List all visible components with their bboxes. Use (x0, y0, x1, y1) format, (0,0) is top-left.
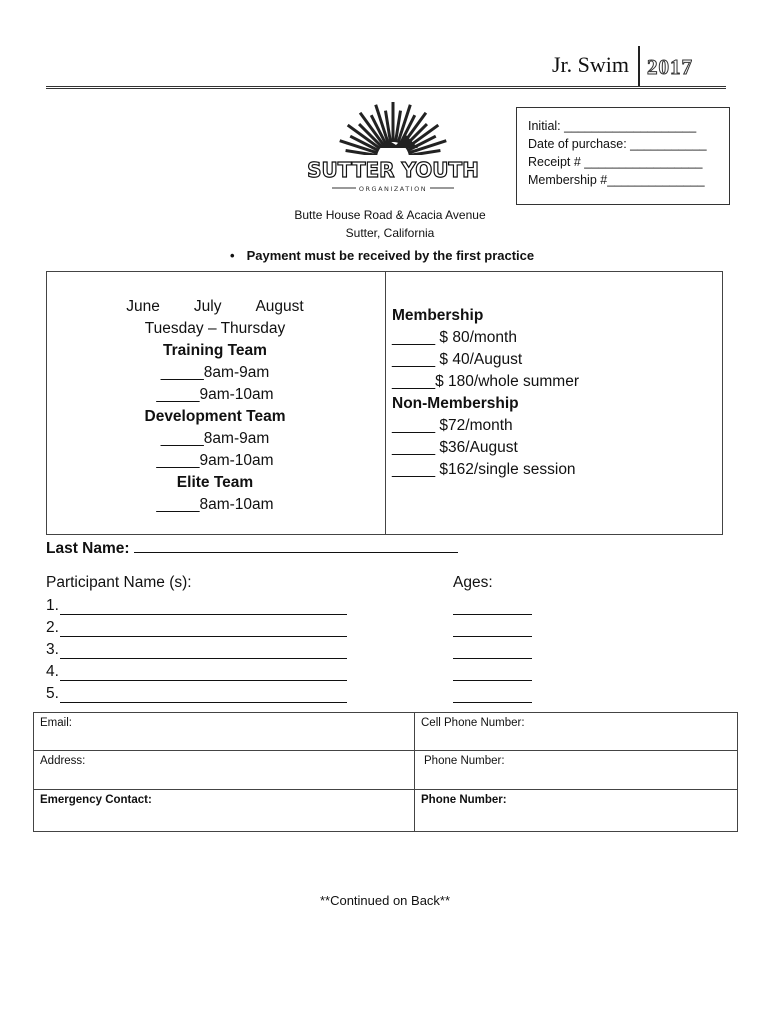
email-cell[interactable]: Email: (34, 713, 415, 751)
receipt-field[interactable]: Receipt # _________________ (528, 155, 703, 169)
development-slot-1[interactable]: _____8am-9am (160, 430, 270, 447)
age-input-1[interactable] (453, 614, 532, 615)
participant-row-4: 4. (46, 663, 347, 681)
training-team-heading: Training Team (163, 342, 267, 359)
session-schedule (90, 296, 340, 516)
elite-team-heading: Elite Team (176, 474, 254, 491)
participant-row-3: 3. (46, 641, 347, 659)
logo-subtitle: ORGANIZATION (358, 185, 428, 193)
months-row (90, 296, 340, 318)
training-slot-2[interactable]: _____9am-10am (156, 386, 274, 403)
last-name-input[interactable] (134, 537, 458, 553)
emergency-phone-cell[interactable]: Phone Number: (415, 790, 738, 832)
age-input-2[interactable] (453, 636, 532, 637)
schedule-divider (385, 271, 386, 535)
month-august: August (255, 298, 304, 315)
membership-option-1[interactable]: _____ $ 80/month (392, 329, 517, 346)
office-use-box (516, 107, 730, 205)
form-year: 2017 (647, 55, 693, 79)
phone-cell[interactable]: Phone Number: (415, 751, 738, 790)
participant-name-input[interactable] (60, 598, 347, 615)
last-name-label: Last Name: (46, 540, 130, 557)
emergency-contact-cell[interactable]: Emergency Contact: (34, 790, 415, 832)
address-cell[interactable]: Address: (34, 751, 415, 790)
participant-name-input[interactable] (60, 664, 347, 681)
payment-notice: • Payment must be received by the first practice (230, 248, 535, 263)
sutter-youth-logo (307, 100, 479, 200)
initial-field[interactable]: Initial: ___________________ (528, 119, 697, 133)
bullet-icon: • (230, 248, 235, 263)
header-rule (46, 86, 726, 89)
nonmembership-option-3[interactable]: _____ $162/single session (392, 461, 576, 478)
age-input-4[interactable] (453, 680, 532, 681)
nonmembership-option-2[interactable]: _____ $36/August (392, 439, 518, 456)
cell-phone-cell[interactable]: Cell Phone Number: (415, 713, 738, 751)
pricing-list (392, 305, 579, 481)
training-slot-1[interactable]: _____8am-9am (160, 364, 270, 381)
participant-row-1: 1. (46, 597, 347, 615)
contact-table (33, 712, 738, 832)
membership-number-field[interactable]: Membership #______________ (528, 173, 705, 187)
title-divider (638, 46, 640, 86)
address-line-2: Sutter, California (345, 226, 435, 240)
month-july: July (193, 298, 222, 315)
address-line-1: Butte House Road & Acacia Avenue (294, 208, 486, 222)
development-team-heading: Development Team (144, 408, 286, 425)
participant-name-input[interactable] (60, 642, 347, 659)
ages-label: Ages: (453, 574, 493, 591)
membership-option-2[interactable]: _____ $ 40/August (392, 351, 523, 368)
age-input-5[interactable] (453, 702, 532, 703)
continued-note: **Continued on Back** (319, 893, 451, 908)
development-slot-2[interactable]: _____9am-10am (156, 452, 274, 469)
participant-row-2: 2. (46, 619, 347, 637)
elite-slot-1[interactable]: _____8am-10am (156, 496, 274, 513)
participant-name-label: Participant Name (s): (46, 574, 192, 591)
last-name-row (46, 537, 458, 558)
participant-row-5: 5. (46, 685, 347, 703)
logo-wordmark: SUTTER YOUTH (307, 158, 479, 182)
age-input-3[interactable] (453, 658, 532, 659)
membership-heading: Membership (392, 307, 484, 324)
nonmembership-heading: Non-Membership (392, 395, 519, 412)
participant-name-input[interactable] (60, 686, 347, 703)
form-title: Jr. Swim (552, 52, 630, 77)
date-of-purchase-field[interactable]: Date of purchase: ___________ (528, 137, 707, 151)
membership-option-3[interactable]: _____$ 180/whole summer (392, 373, 579, 390)
days-label: Tuesday – Thursday (144, 320, 286, 337)
participant-name-input[interactable] (60, 620, 347, 637)
month-june: June (126, 298, 160, 315)
nonmembership-option-1[interactable]: _____ $72/month (392, 417, 513, 434)
